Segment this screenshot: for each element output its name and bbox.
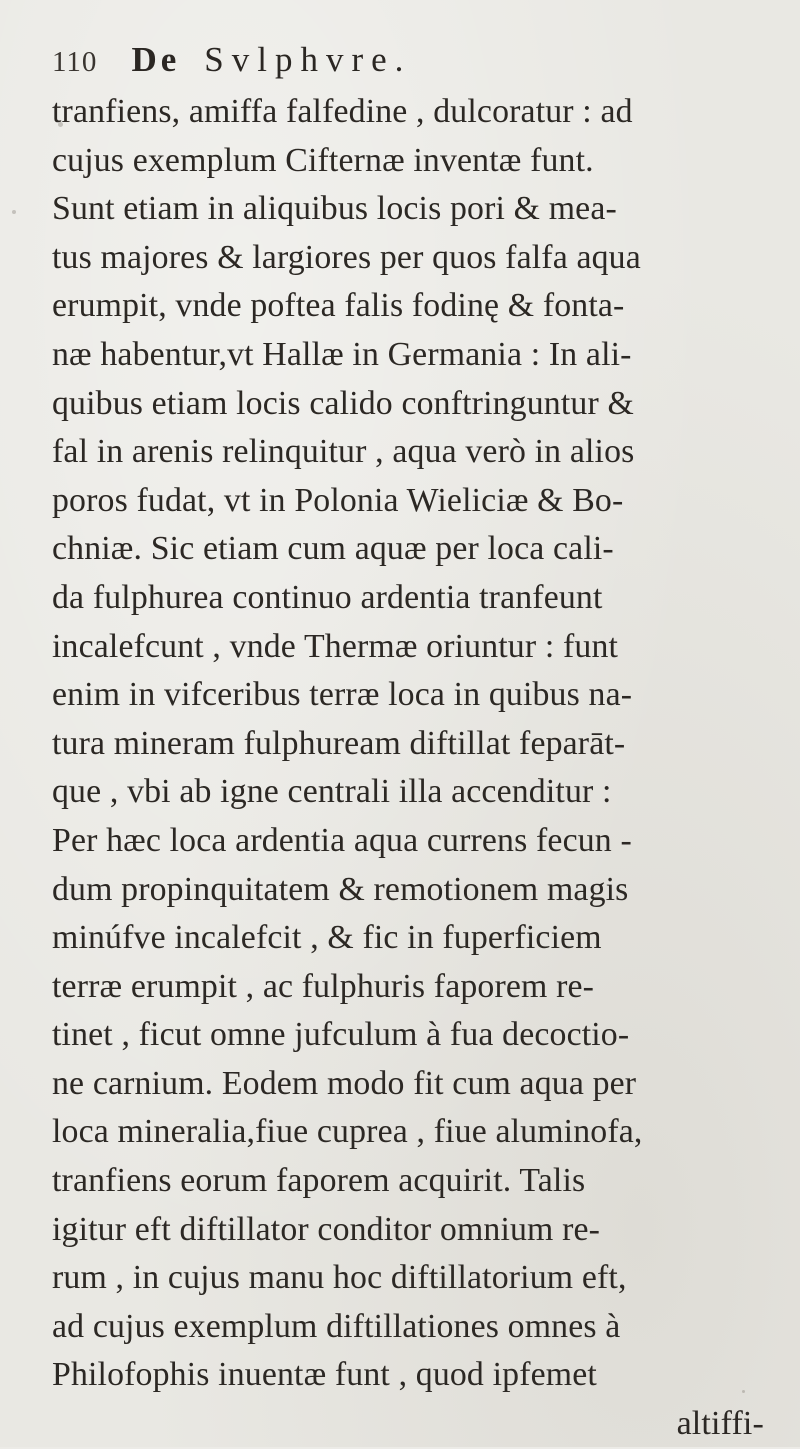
text-line: terræ erumpit , ac fulphuris faporem re- [52,967,595,1005]
body-text [52,88,780,1449]
paper-speck [12,210,16,214]
text-line: Philofophis inuentæ funt , quod ipfemet [52,1356,597,1394]
text-line: chniæ. Sic etiam cum aquæ per loca cali- [52,530,614,568]
text-line: minúfve incalefcit , & fic in fuperficiem [52,919,602,957]
text-line: enim in vifceribus terræ loca in quibus na- [52,676,633,714]
text-line: Per hæc loca ardentia aqua currens fecun - [52,821,632,859]
text-line: Sunt etiam in aliquibus locis pori & mea- [52,190,617,228]
text-line: tranfiens eorum faporem acquirit. Talis [52,1162,586,1200]
text-line: ne carnium. Eodem modo fit cum aqua per [52,1064,637,1102]
text-line: rum , in cujus manu hoc diftillatorium eft, [52,1259,627,1297]
text-line: quibus etiam locis calido conftringuntur & [52,384,634,422]
text-line: ad cujus exemplum diftillationes omnes à [52,1307,621,1345]
text-line: dum propinquitatem & remotionem magis [52,870,629,908]
running-head-title: Svlphvre. [204,40,412,79]
text-line: fal in arenis relinquitur , aqua verò in alios [52,433,635,471]
running-head-de: De [131,40,181,79]
text-line: næ habentur,vt Hallæ in Germania : In ali- [52,335,632,373]
catchword: altiffi- [676,1405,764,1443]
text-line: da fulphurea continuo ardentia tranfeunt [52,578,603,616]
text-line: incalefcunt , vnde Thermæ oriuntur : funt [52,627,619,665]
text-line: tura mineram fulphuream diftillat feparāt- [52,724,626,762]
text-line: que , vbi ab igne centrali illa accenditur : [52,773,612,811]
running-head [52,40,780,86]
text-line: cujus exemplum Cifternæ inventæ funt. [52,141,594,179]
text-line: tinet , ficut omne jufculum à fua decoctio- [52,1016,630,1054]
page-number: 110 [52,46,98,78]
text-line: erumpit, vnde poftea falis fodinę & fonta- [52,287,625,325]
text-line: tus majores & largiores per quos falfa aqua [52,238,641,276]
text-line: tranfiens, amiffa falfedine , dulcoratur : ad [52,93,633,130]
text-line: igitur eft diftillator conditor omnium re- [52,1210,601,1248]
text-line: poros fudat, vt in Polonia Wieliciæ & Bo- [52,481,624,519]
text-line: loca mineralia,fiue cuprea , fiue aluminofa, [52,1113,643,1151]
